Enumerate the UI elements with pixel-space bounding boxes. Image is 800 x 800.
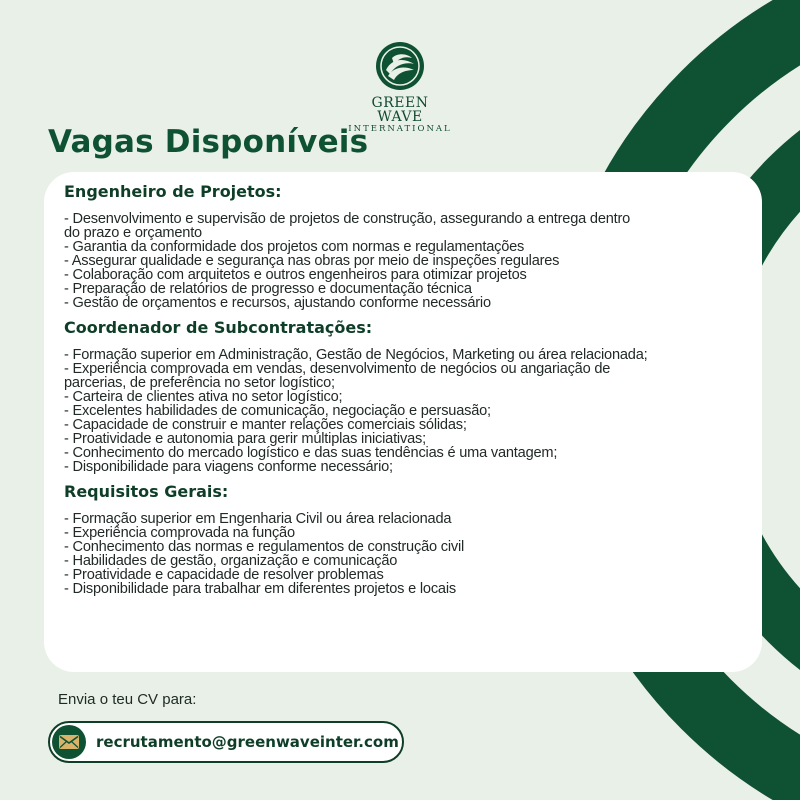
list-item: - Gestão de orçamentos e recursos, ajustando conforme necessário bbox=[64, 295, 491, 311]
requirements-list bbox=[64, 212, 740, 310]
page-title: Vagas Disponíveis bbox=[48, 124, 369, 160]
job-listings-card bbox=[44, 172, 762, 672]
email-address-link[interactable]: recrutamento@greenwaveinter.com bbox=[96, 733, 399, 751]
list-item: - Carteira de clientes ativa no setor logístico; bbox=[64, 389, 343, 405]
list-item: - Formação superior em Engenharia Civil ou área relacionada bbox=[64, 511, 452, 527]
requirements-list bbox=[64, 512, 740, 596]
list-item: - Disponibilidade para trabalhar em diferentes projetos e locais bbox=[64, 581, 456, 597]
list-item: - Colaboração com arquitetos e outros engenheiros para otimizar projetos bbox=[64, 267, 527, 283]
list-item: - Conhecimento das normas e regulamentos de construção civil bbox=[64, 539, 465, 555]
list-item: - Habilidades de gestão, organização e comunicação bbox=[64, 553, 398, 569]
section-title: Requisitos Gerais: bbox=[64, 482, 229, 501]
email-contact-pill[interactable] bbox=[48, 721, 404, 763]
list-item: - Experiência comprovada na função bbox=[64, 525, 295, 541]
list-item: - Desenvolvimento e supervisão de projetos de construção, assegurando a entrega dentro bbox=[64, 211, 631, 227]
brand-name: GREEN WAVE bbox=[371, 95, 429, 125]
list-item: - Preparação de relatórios de progresso e documentação técnica bbox=[64, 281, 472, 297]
requirements-list bbox=[64, 348, 740, 474]
section-title: Coordenador de Subcontratações: bbox=[64, 318, 373, 337]
list-item: - Assegurar qualidade e segurança nas obras por meio de inspeções regulares bbox=[64, 253, 560, 269]
cv-call-to-action: Envia o teu CV para: bbox=[58, 691, 197, 708]
list-item: - Proatividade e capacidade de resolver problemas bbox=[64, 567, 384, 583]
list-item: parcerias, de preferência no setor logístico; bbox=[64, 375, 335, 391]
list-item: - Experiência comprovada em vendas, desenvolvimento de negócios ou angariação de bbox=[64, 361, 611, 377]
list-item: - Disponibilidade para viagens conforme necessário; bbox=[64, 459, 393, 475]
list-item: - Conhecimento do mercado logístico e das suas tendências é uma vantagem; bbox=[64, 445, 558, 461]
list-item: - Capacidade de construir e manter relações comerciais sólidas; bbox=[64, 417, 467, 433]
section-title: Engenheiro de Projetos: bbox=[64, 182, 282, 201]
list-item: - Proatividade e autonomia para gerir múltiplas iniciativas; bbox=[64, 431, 426, 447]
brand-logo bbox=[348, 40, 452, 134]
list-item: - Formação superior em Administração, Gestão de Negócios, Marketing ou área relacionada; bbox=[64, 347, 648, 363]
wave-emblem-icon bbox=[374, 40, 426, 92]
section-engenheiro-projetos bbox=[64, 182, 740, 310]
section-requisitos-gerais bbox=[64, 482, 740, 596]
envelope-icon bbox=[52, 725, 86, 759]
section-coordenador-subcontratacoes bbox=[64, 318, 740, 474]
list-item: - Garantia da conformidade dos projetos com normas e regulamentações bbox=[64, 239, 525, 255]
brand-subtitle: INTERNATIONAL bbox=[348, 124, 452, 134]
list-item: do prazo e orçamento bbox=[64, 225, 202, 241]
list-item: - Excelentes habilidades de comunicação, negociação e persuasão; bbox=[64, 403, 491, 419]
